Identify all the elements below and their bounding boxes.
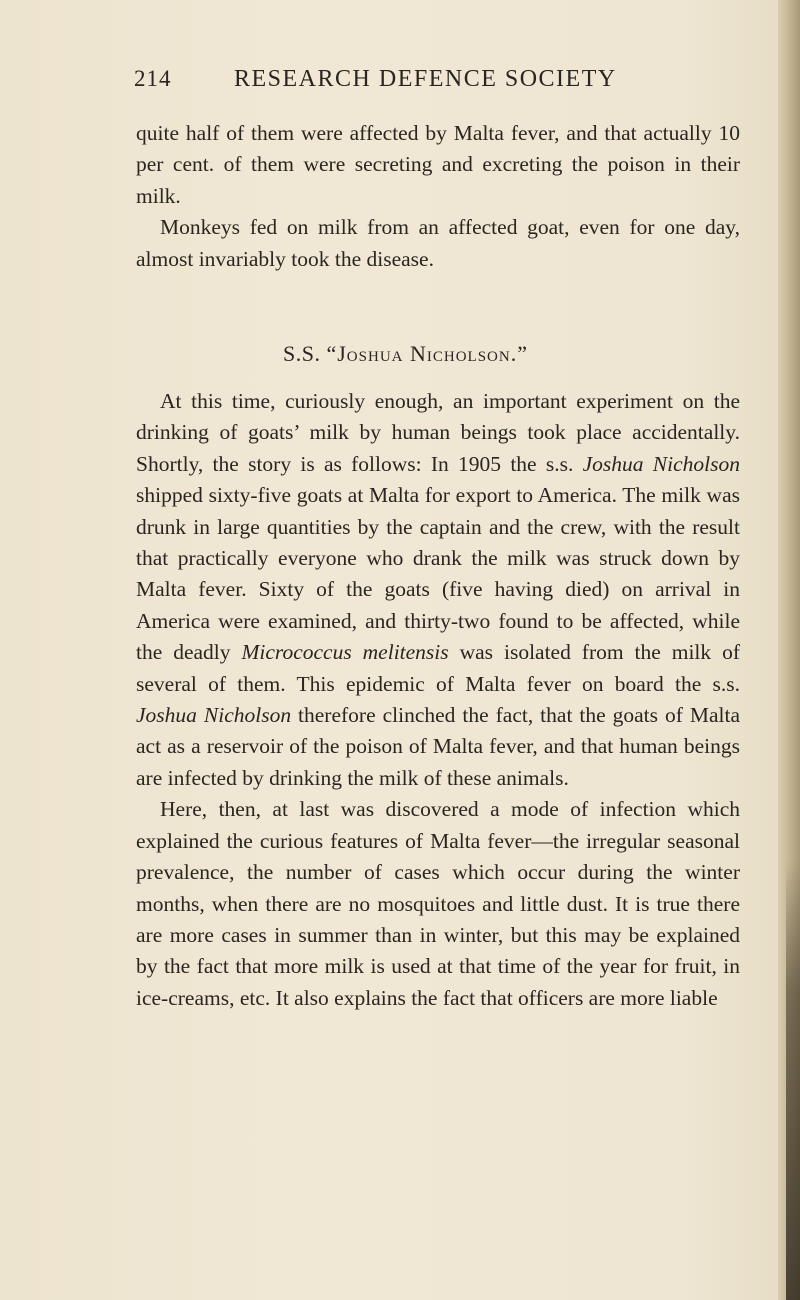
organism-name: Micrococcus melitensis	[241, 640, 449, 665]
paragraph-4: Here, then, at last was discovered a mode of infection which explained the curious features of Malta fever—the irregular seasonal prevalence, the number of cases which occur during the winter months, when there are no mosquitoes and little dust. It is true there are more cases in summer than in winter, but this may be explained by the fact that more milk is used at that time of the year for fruit, in ice-creams, etc. It also explains the fact that officers are more liable	[136, 797, 740, 1010]
section-heading	[283, 341, 528, 367]
running-title: RESEARCH DEFENCE SOCIETY	[234, 66, 617, 92]
page-header	[134, 66, 694, 100]
page-number: 214	[134, 66, 172, 91]
paragraph-3	[136, 386, 740, 794]
text-block-top	[136, 118, 740, 275]
section-heading-name: “Joshua Nicholson.”	[326, 341, 528, 366]
page-edge-shadow	[786, 860, 800, 1300]
paragraph-2: Monkeys fed on milk from an affected goat, even for one day, almost invariably took the disease.	[136, 215, 740, 271]
ship-name-2: Joshua Nicholson	[136, 703, 292, 728]
section-heading-prefix: S.S.	[283, 341, 321, 366]
ship-name-1: Joshua Nicholson	[582, 451, 740, 476]
paragraph-1: quite half of them were affected by Malta fever, and that actually 10 per cent. of them were secreting and excreting the poison in their milk.	[136, 121, 740, 208]
text-block-main	[136, 386, 740, 1014]
paragraph-3-part-c: was isolated from the milk of several of them. This epidemic of Malta fever on board the s.s.	[136, 640, 741, 696]
paragraph-3-part-b: shipped sixty-five goats at Malta for export to America. The milk was drunk in large quantities by the captain and the crew, with the result that practically everyone who drank the milk was struck down by Malta fever. Sixty of the goats (five having died) on arrival in America were examined, and thirty-two found to be affected, while the deadly	[136, 483, 740, 665]
paragraph-3-part-a: At this time, curiously enough, an important experiment on the drinking of goats’ milk by human beings took place accidentally. Shortly, the story is as follows: In 1905 the s.s.	[136, 389, 740, 476]
paragraph-3-part-d: therefore clinched the fact, that the goats of Malta act as a reservoir of the poison of Malta fever, and that human beings are infected by drinking the milk of these animals.	[136, 703, 740, 790]
